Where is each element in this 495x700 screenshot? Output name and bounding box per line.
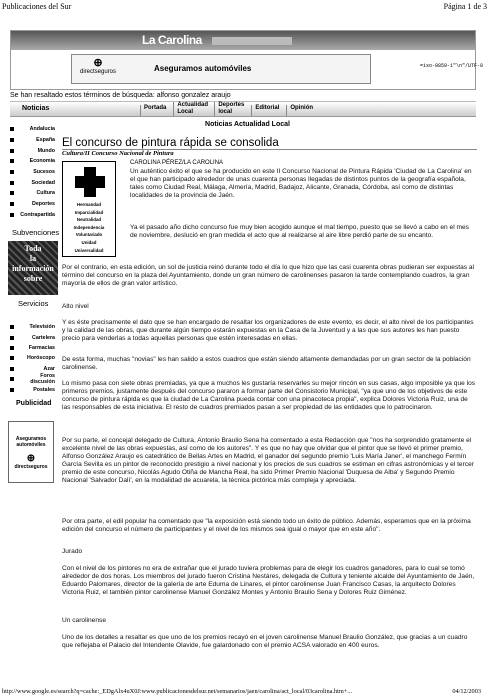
publicidad-heading: Publicidad	[16, 400, 52, 407]
sidebar-item-contrapartida[interactable]: Contrapartida	[10, 210, 55, 221]
nav-bar	[10, 101, 476, 117]
bullet-icon	[10, 325, 14, 329]
print-header-left: Publicaciones del Sur	[2, 2, 72, 11]
value-item: Neutralidad	[76, 217, 102, 223]
servicio-horoscopo[interactable]: Horóscopo	[10, 353, 55, 363]
value-item: Universalidad	[74, 247, 104, 253]
heading-un-carolinense: Un carolinense	[62, 617, 106, 624]
heading-alto-nivel: Alto nivel	[62, 303, 89, 310]
ad-brand: directseguros	[79, 69, 117, 75]
pub-text: Aseguramos automóviles	[15, 436, 47, 448]
subv-line-4: sobre	[23, 274, 43, 283]
sidebar-item-sucesos[interactable]: Sucesos	[10, 167, 55, 178]
charset-text: =iso-8859-1"\n"/UTF-8	[419, 63, 483, 69]
servicio-azar[interactable]: Azar	[10, 364, 55, 374]
sidebar-item-deportes[interactable]: Deportes	[10, 199, 55, 210]
print-header-right: Página 1 de 3	[443, 2, 487, 11]
bullet-icon	[10, 336, 14, 340]
article-paragraph-3: Por el contrario, en esta edición, un sol de justicia reinó durante todo el día lo que hizo que las casi cuarenta obras pudieran ser expuestas al término del concurso en la plaza del Ayuntamiento, donde un gran número de carolinenses pasaron la tarde contemplando cuadros, la gran mayoría de ellos de gran valor artístico.	[62, 264, 474, 288]
bullet-icon	[10, 127, 14, 131]
bullet-icon	[10, 388, 14, 392]
article-author: CAROLINA PÉREZ/LA CAROLINA	[130, 160, 224, 166]
nav-items	[140, 102, 316, 116]
nav-section-label: Noticias	[22, 105, 50, 112]
banner-top-bar	[11, 31, 475, 50]
subvenciones-heading: Subvenciones	[12, 228, 60, 237]
value-item: Imparcialidad	[74, 209, 104, 215]
bullet-icon	[10, 170, 14, 174]
bullet-icon	[10, 191, 14, 195]
article-paragraph-5: De esta forma, muchas "novias" les han salido a estos cuadros que están siendo altamente demandadas por un gran sector de la población carolinense.	[62, 356, 471, 372]
footer-url[interactable]: http://www.google.es/search?q=cache:_EDgAlx4uX0J:www.publicacionesdelsur.net/semanarios/jaen/carolina/act_local/03carolina.htm+...	[2, 688, 353, 695]
servicio-farmacias[interactable]: Farmacias	[10, 343, 55, 353]
subv-line-3: información	[12, 264, 54, 273]
article-paragraph-2: Ya el pasado año dicho concurso fue muy bien acogido aunque el mal tiempo, puesto que se llevó a cabo en el mes de noviembre, deslució en gran medida el acto que al realizarse al aire libre perdió parte de su encanto.	[130, 224, 469, 240]
ad-banner[interactable]	[71, 54, 371, 84]
red-cross-values-image	[62, 161, 116, 257]
servicio-cartelera[interactable]: Cartelera	[10, 332, 55, 342]
article-paragraph-8: Por otra parte, el edil popular ha comentado que "la exposición está siendo todo un éxito de público. Además, esperamos que en la próxima edición del concurso el número de participantes y el nivel de los mismos sea igual o mayor que en este año".	[62, 518, 471, 534]
sidebar-item-andalucia[interactable]: Andalucía	[10, 124, 55, 135]
nav-item-deportes-local[interactable]: Deportes local	[214, 102, 247, 116]
value-item: Voluntariado	[75, 232, 103, 238]
heading-jurado: Jurado	[62, 548, 83, 555]
sidebar-item-espana[interactable]: España	[10, 135, 55, 146]
bullet-icon	[10, 202, 14, 206]
site-banner	[10, 30, 476, 90]
sidebar-item-economia[interactable]: Economía	[10, 156, 55, 167]
servicios-list	[10, 322, 55, 395]
site-name[interactable]: La Carolina	[142, 33, 202, 47]
article-paragraph-1: Un auténtico éxito el que se ha producido en este II Concurso Nacional de Pintura Rápida 'Ciudad de La Carolina' en el que han participado alrededor de unas cuarenta personas llegadas de distintos puntos de la geografía española, tales como Ciudad Real, Málaga, Almería, Madrid, Badajoz, Alicante, Granada, Córdoba, así como de distintas localidades de la provincia de Jaén.	[130, 168, 472, 200]
bullet-icon	[10, 159, 14, 163]
bullet-icon	[10, 149, 14, 153]
search-terms-notice: Se han resaltado estos términos de búsqueda: alfonso gonzalez araujo	[10, 92, 231, 99]
ad-logo	[78, 58, 118, 75]
bullet-icon	[10, 377, 14, 381]
nav-item-portada[interactable]: Portada	[140, 105, 169, 116]
footer-date: 04/12/2003	[452, 688, 481, 695]
servicio-foros[interactable]: Foros discusión	[10, 374, 55, 384]
section-title: Noticias Actualidad Local	[205, 121, 290, 128]
cross-icon	[75, 167, 105, 197]
banner-stripe	[212, 37, 292, 45]
value-item: Unidad	[81, 239, 97, 245]
sidebar-item-mundo[interactable]: Mundo	[10, 145, 55, 156]
sidebar-sections	[10, 124, 55, 220]
subv-line-1: Toda	[24, 244, 42, 253]
nav-item-actualidad-local[interactable]: Actualidad Local	[173, 102, 210, 116]
value-item: Independencia	[73, 224, 105, 230]
article-paragraph-9: Con el nivel de los pintores no era de extrañar que el jurado tuviera problemas para de elegir los cuadros ganadores, para lo cual se tomó alrededor de dos horas. Los miembros del jurado fueron Cristina Nestáres, delegada de Cultura y teniente alcalde del Ayuntamiento de Jaén, Eduardo Palomares, director de la galería de arte Eduma de Linares, el pintor carolinense Juan Francisco Casas, la arquitecto Dolores Victoria Ruiz, el también pintor carolinense Manuel González Montes y Antonio Braulio Sena y Dolores Ruiz Giménez.	[62, 565, 475, 597]
bullet-icon	[10, 213, 14, 217]
bullet-icon	[10, 356, 14, 360]
values-list	[63, 201, 115, 254]
bullet-icon	[10, 367, 14, 371]
directseguros-logo-icon: ⊕	[26, 453, 36, 464]
directseguros-logo-icon: ⊕	[93, 57, 103, 69]
sidebar-item-sociedad[interactable]: Sociedad	[10, 177, 55, 188]
article-subtitle: Cultura/II Concurso Nacional de Pintura	[62, 150, 174, 157]
bullet-icon	[10, 138, 14, 142]
pub-brand: directseguros	[14, 464, 48, 470]
subv-line-2: la	[29, 254, 37, 263]
servicio-television[interactable]: Televisión	[10, 322, 55, 332]
servicios-heading: Servicios	[18, 299, 49, 308]
article-paragraph-4: Y es éste precisamente el dato que se han encargado de resaltar los organizadores de este evento, es decir, el alto nivel de los participantes y la calidad de las obras, que durante algún tiempo estarán expuestas en la Casa de la Juventud y a las que sus autores les han puesto precio para venderlas a todas aquellas personas que estén interesadas en ellas.	[62, 319, 474, 343]
publicidad-ad[interactable]	[8, 421, 54, 483]
article-paragraph-6: Lo mismo pasa con siete obras premiadas, ya que a muchos les gustaría reservarles su mejor rincón en sus casas, algo imposible ya que los primeros premios, justamente después del concurso pararon a formar parte del Consistorio Municipal, "ya que uno de los objetivos de este concurso de pintura rápida es que la ciudad de La Carolina pueda contar con una pinacoteca propia", explica Dolores Victoria Ruiz, una de las responsables de esta iniciativa. El resto de cuadros premiados pasan a ser propiedad de las entidades que lo patrocinaron.	[62, 380, 476, 412]
nav-item-opinion[interactable]: Opinión	[286, 105, 316, 116]
article-paragraph-7: Por su parte, el concejal delegado de Cultura, Antonio Braulio Sena ha comentado a esta Redacción que "nos ha sorprendido gratamente el excelente nivel de las obras expuestas, así como de los autores". Y es que no hay que olvidar que el pintor que se llevó el primer premio, Alfonso González Araujo es catedrático de Bellas Artes en Madrid, el ganador del segundo premio 'Luis María Janer', el manchego Fermín García Sevilla es un pintor de reconocido prestigio a nivel nacional y los precios de sus cuadros se estiman en cifras astronómicas y el tercer premio de este concurso, Nicolás Agudo Otiña de Mancha Real, ha sido Primer Premio Nacional 'Duquesa de Alba' y Segundo Premio Nacional 'Salvador Dalí', en la modalidad de acuarela, la técnica pictórica más compleja y apreciada.	[62, 437, 474, 485]
subvenciones-banner[interactable]	[8, 241, 58, 295]
sidebar-item-cultura[interactable]: Cultura	[10, 188, 55, 199]
article-title: El concurso de pintura rápida se consolida	[62, 137, 477, 150]
bullet-icon	[10, 346, 14, 350]
article-paragraph-10: Uno de los detalles a resaltar es que uno de los premios recayó en el joven carolinense Manuel Braulio González, que gracias a un cuadro que reflejaba el Palacio del Intendente Olavide, fue galardonado con el premio ACSA valorado en 400 euros.	[62, 634, 468, 650]
nav-item-editorial[interactable]: Editorial	[251, 105, 282, 116]
ad-text: Aseguramos automóviles	[154, 64, 252, 73]
bullet-icon	[10, 181, 14, 185]
value-item: Hermandad	[76, 202, 102, 207]
servicio-postales[interactable]: Postales	[10, 384, 55, 394]
